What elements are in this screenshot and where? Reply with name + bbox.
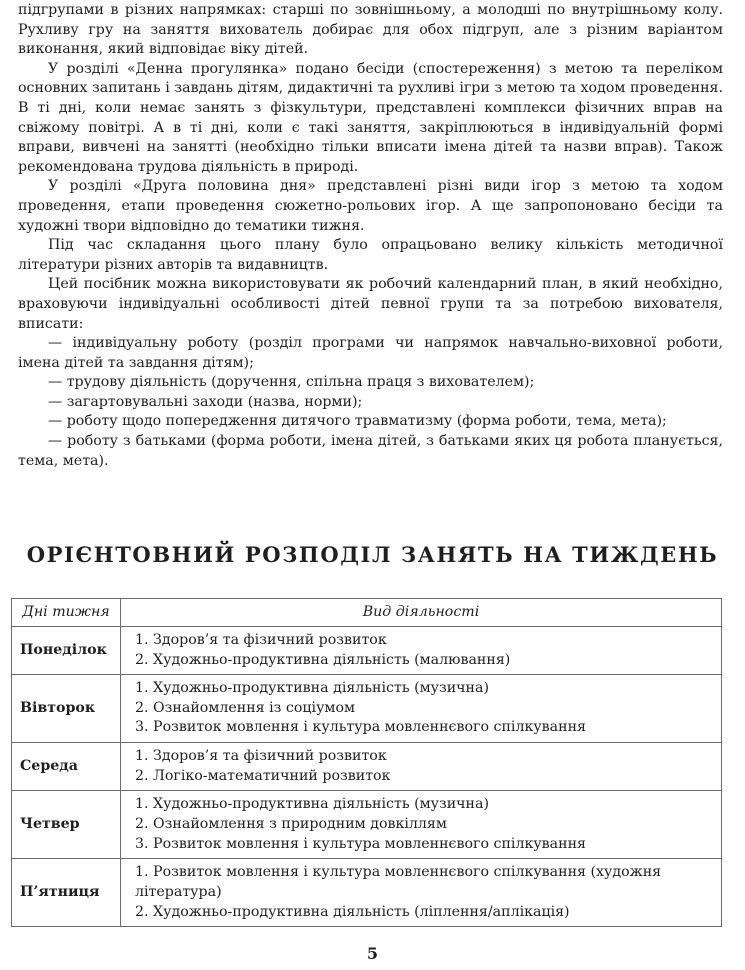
column-header-days: Дні тижня: [12, 599, 121, 627]
activity-cell: [121, 859, 722, 927]
activity-item: 1. Розвиток мовлення і культура мовленнєвого спілкування (художня література): [135, 864, 662, 900]
page-number: 5: [366, 944, 379, 963]
activity-cell: [121, 675, 722, 743]
activity-cell: [121, 743, 722, 791]
paragraph: підгрупами в різних напрямках: старші по зовнішньому, а молодші по внутрішньому колу. Рухливу гру на заняття вихователь добирає для обох підгруп, але з різним варіантом виконання, який відповідає віку дітей.: [18, 2, 723, 58]
table-header-row: [12, 599, 722, 627]
table-row: [12, 743, 722, 791]
day-cell: Середа: [12, 743, 121, 791]
list-item: — загартовувальні заходи (назва, норми);: [48, 393, 363, 410]
activity-item: 1. Художньо-продуктивна діяльність (музична): [135, 796, 490, 813]
body-text: [18, 1, 723, 471]
paragraph: У розділі «Денна прогулянка» подано бесіди (спостереження) з метою та переліком основних запитань і завдань дітям, дидактичні та рухливі ігри з метою та ходом проведення. В ті дні, коли немає занять з фізкультури, представлені комплекси фізичних вправ на свіжому повітрі. А в ті дні, коли є такі заняття, закріплюються в індивідуальній формі вправи, вивчені на занятті (необхідно тільки вписати імена дітей та назви вправ). Також рекомендована трудова діяльність в природі.: [18, 60, 723, 175]
activity-cell: [121, 791, 722, 859]
table-row: [12, 675, 722, 743]
list-item: — трудову діяльність (доручення, спільна праця з вихователем);: [48, 374, 535, 391]
activity-item: 1. Художньо-продуктивна діяльність (музична): [135, 680, 490, 697]
list-item: — індивідуальну роботу (розділ програми чи напрямок навчально-виховної роботи, імена дітей та завдання дітям);: [18, 335, 723, 371]
activity-cell: [121, 627, 722, 675]
paragraph: Цей посібник можна використовувати як робочий календарний план, в який необхідно, враховуючи індивідуальні особливості дітей певної групи та за потребою вихователя, вписати:: [18, 276, 723, 332]
activity-item: 2. Художньо-продуктивна діяльність (малювання): [135, 651, 511, 668]
activity-item: 2. Ознайомлення із соціумом: [135, 699, 356, 716]
list-item: — роботу з батьками (форма роботи, імена дітей, з батьками яких ця робота планується, тема, мета).: [18, 433, 723, 469]
list-item: — роботу щодо попередження дитячого травматизму (форма роботи, тема, мета);: [48, 413, 667, 430]
day-cell: Вівторок: [12, 675, 121, 743]
activity-item: 1. Здоров’я та фізичний розвиток: [135, 748, 387, 765]
activity-item: 2. Художньо-продуктивна діяльність (ліплення/аплікація): [135, 903, 570, 920]
column-header-activity: Вид діяльності: [121, 599, 722, 627]
schedule-table: [11, 598, 722, 927]
table-row: [12, 627, 722, 675]
activity-item: 1. Здоров’я та фізичний розвиток: [135, 632, 387, 648]
table-row: [12, 859, 722, 927]
activity-item: 3. Розвиток мовлення і культура мовленнєвого спілкування: [135, 719, 586, 736]
activity-item: 3. Розвиток мовлення і культура мовленнєвого спілкування: [135, 835, 586, 852]
paragraph: Під час складання цього плану було опрацьовано велику кількість методичної літератури різних авторів та видавництв.: [18, 237, 723, 273]
activity-item: 2. Логіко-математичний розвиток: [135, 767, 391, 784]
day-cell: Четвер: [12, 791, 121, 859]
day-cell: Понеділок: [12, 627, 121, 675]
paragraph: У розділі «Друга половина дня» представлені різні види ігор з метою та ходом проведення, етапи проведення сюжетно-рольових ігор. А ще запропоновано бесіди та художні твори відповідно до тематики тижня.: [18, 178, 723, 234]
table-row: [12, 791, 722, 859]
activity-item: 2. Ознайомлення з природним довкіллям: [135, 815, 447, 832]
section-heading: ОРІЄНТОВНИЙ РОЗПОДІЛ ЗАНЯТЬ НА ТИЖДЕНЬ: [26, 542, 719, 567]
day-cell: П’ятниця: [12, 859, 121, 927]
